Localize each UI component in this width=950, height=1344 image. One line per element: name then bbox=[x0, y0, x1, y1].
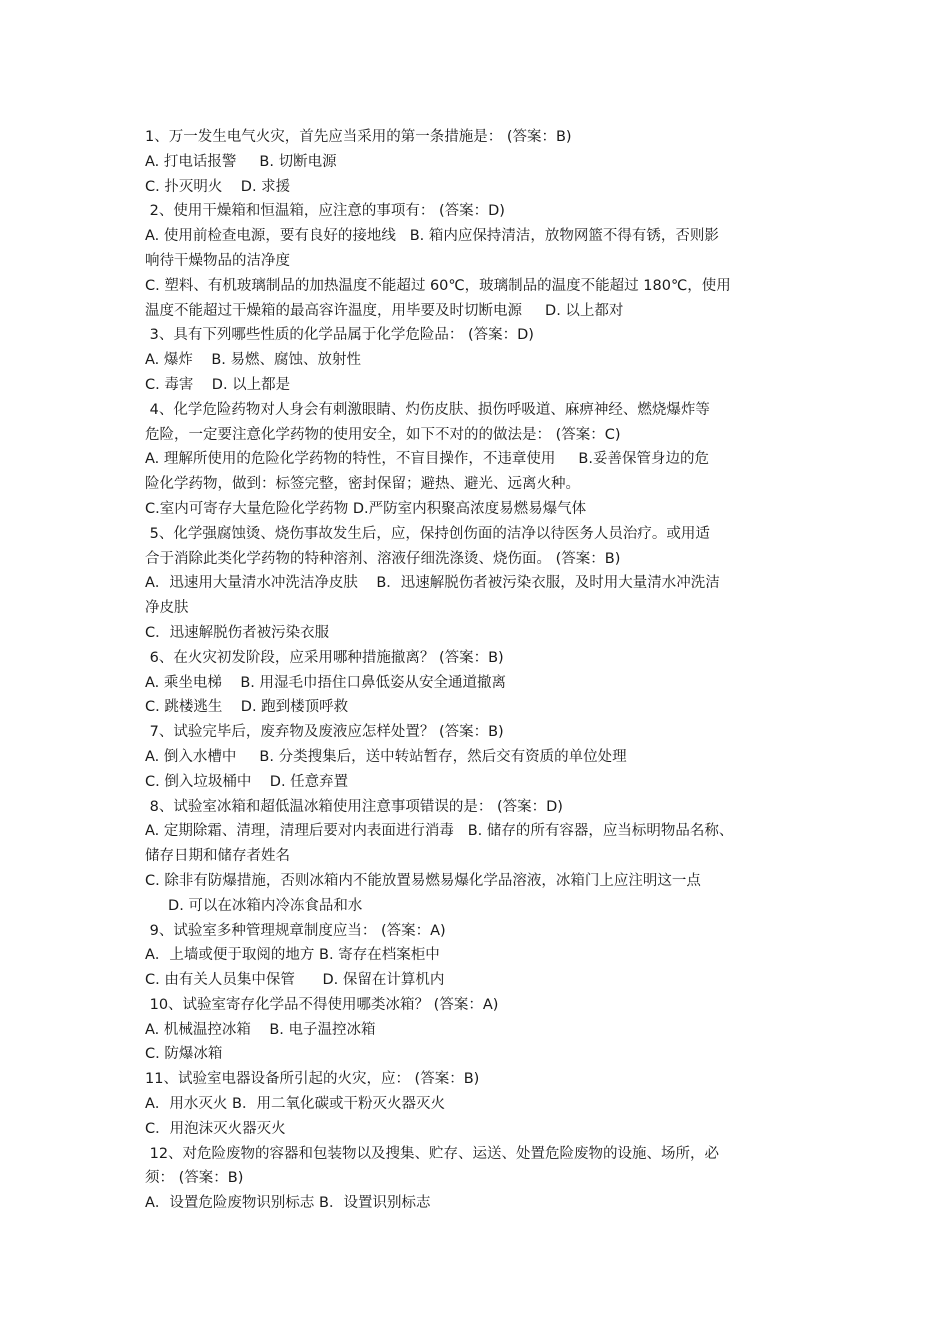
text-line: A. 乘坐电梯 B. 用湿毛巾捂住口鼻低姿从安全通道撤离 bbox=[145, 674, 506, 691]
text-line: C．用泡沫灭火器灭火 bbox=[145, 1120, 286, 1137]
text-line: 须： (答案：B) bbox=[145, 1170, 244, 1187]
text-line: 5、化学强腐蚀烫、烧伤事故发生后，应，保持创伤面的洁净以待医务人员治疗。或用适 bbox=[145, 525, 710, 542]
text-line: 1、万一发生电气火灾，首先应当采用的第一条措施是： (答案：B) bbox=[145, 129, 572, 145]
text-line: C. 倒入垃圾桶中 D. 任意弃置 bbox=[145, 773, 349, 790]
text-line: 储存日期和储存者姓名 bbox=[145, 848, 290, 865]
text-line: A. 打电话报警 B. 切断电源 bbox=[145, 153, 337, 170]
text-line: 2、使用干燥箱和恒温箱，应注意的事项有： (答案：D) bbox=[145, 203, 505, 220]
text-line: 6、在火灾初发阶段，应采用哪种措施撤离？ (答案：B) bbox=[145, 649, 504, 666]
text-line: A. 使用前检查电源，要有良好的接地线 B. 箱内应保持清洁，放物网篮不得有锈，否则影 bbox=[145, 228, 719, 245]
text-line: 净皮肤 bbox=[145, 600, 189, 617]
text-line: A. 定期除霜、清理，清理后要对内表面进行消毒 B. 储存的所有容器，应当标明物品名称、 bbox=[145, 823, 734, 840]
question-list bbox=[145, 125, 818, 1216]
text-line: 响待干燥物品的洁净度 bbox=[145, 252, 290, 269]
text-line: A．迅速用大量清水冲洗洁净皮肤 B．迅速解脱伤者被污染衣服，及时用大量清水冲洗洁 bbox=[145, 575, 720, 592]
text-line: 11、试验室电器设备所引起的火灾，应： (答案：B) bbox=[145, 1071, 480, 1088]
text-line: A．上墙或便于取阅的地方 B. 寄存在档案柜中 bbox=[145, 947, 440, 964]
text-line: C. 防爆冰箱 bbox=[145, 1046, 223, 1063]
text-line: 7、试验完毕后，废弃物及废液应怎样处置？ (答案：B) bbox=[145, 724, 504, 741]
text-line: C. 由有关人员集中保管 D. 保留在计算机内 bbox=[145, 972, 445, 989]
text-line: 危险，一定要注意化学药物的使用安全，如下不对的的做法是： (答案：C) bbox=[145, 426, 621, 443]
text-line: 温度不能超过干燥箱的最高容许温度，用毕要及时切断电源 D. 以上都对 bbox=[145, 302, 624, 319]
text-line: 4、化学危险药物对人身会有刺激眼睛、灼伤皮肤、损伤呼吸道、麻痹神经、燃烧爆炸等 bbox=[145, 401, 710, 418]
text-line: 险化学药物，做到：标签完整，密封保留；避热、避光、远离火种。 bbox=[145, 476, 580, 493]
text-line: A. 理解所使用的危险化学药物的特性，不盲目操作，不违章使用 B.妥善保管身边的危 bbox=[145, 451, 709, 468]
text-line: C. 跳楼逃生 D. 跑到楼顶呼救 bbox=[145, 699, 349, 716]
text-line: A. 爆炸 B. 易燃、腐蚀、放射性 bbox=[145, 352, 361, 369]
text-line: 9、试验室多种管理规章制度应当： (答案：A) bbox=[145, 922, 446, 939]
text-line: A．用水灭火 B．用二氧化碳或干粉灭火器灭火 bbox=[145, 1096, 445, 1113]
text-line: A．设置危险废物识别标志 B．设置识别标志 bbox=[145, 1195, 431, 1212]
text-line: 10、试验室寄存化学品不得使用哪类冰箱？ (答案：A) bbox=[145, 996, 499, 1013]
text-line: C. 扑灭明火 D. 求援 bbox=[145, 178, 291, 195]
text-line: 12、对危险废物的容器和包装物以及搜集、贮存、运送、处置危险废物的设施、场所，必 bbox=[145, 1145, 720, 1162]
text-line: A. 倒入水槽中 B. 分类搜集后，送中转站暂存，然后交有资质的单位处理 bbox=[145, 748, 627, 765]
text-line: D. 可以在冰箱内冷冻食品和水 bbox=[145, 897, 363, 914]
text-line: C．迅速解脱伤者被污染衣服 bbox=[145, 624, 330, 641]
text-line: 8、试验室冰箱和超低温冰箱使用注意事项错误的是： (答案：D) bbox=[145, 798, 563, 815]
text-line: 3、具有下列哪些性质的化学品属于化学危险品： (答案：D) bbox=[145, 327, 534, 344]
text-line: C. 毒害 D. 以上都是 bbox=[145, 376, 291, 393]
text-line: 合于消除此类化学药物的特种溶剂、溶液仔细洗涤烫、烧伤面。 (答案：B) bbox=[145, 550, 621, 567]
text-line: C. 塑料、有机玻璃制品的加热温度不能超过 60℃，玻璃制品的温度不能超过 180℃，使用 bbox=[145, 277, 731, 294]
text-line: A. 机械温控冰箱 B. 电子温控冰箱 bbox=[145, 1021, 376, 1038]
text-line: C.室内可寄存大量危险化学药物 D.严防室内积聚高浓度易燃易爆气体 bbox=[145, 500, 587, 517]
text-line: C. 除非有防爆措施，否则冰箱内不能放置易燃易爆化学品溶液，冰箱门上应注明这一点 bbox=[145, 872, 701, 889]
